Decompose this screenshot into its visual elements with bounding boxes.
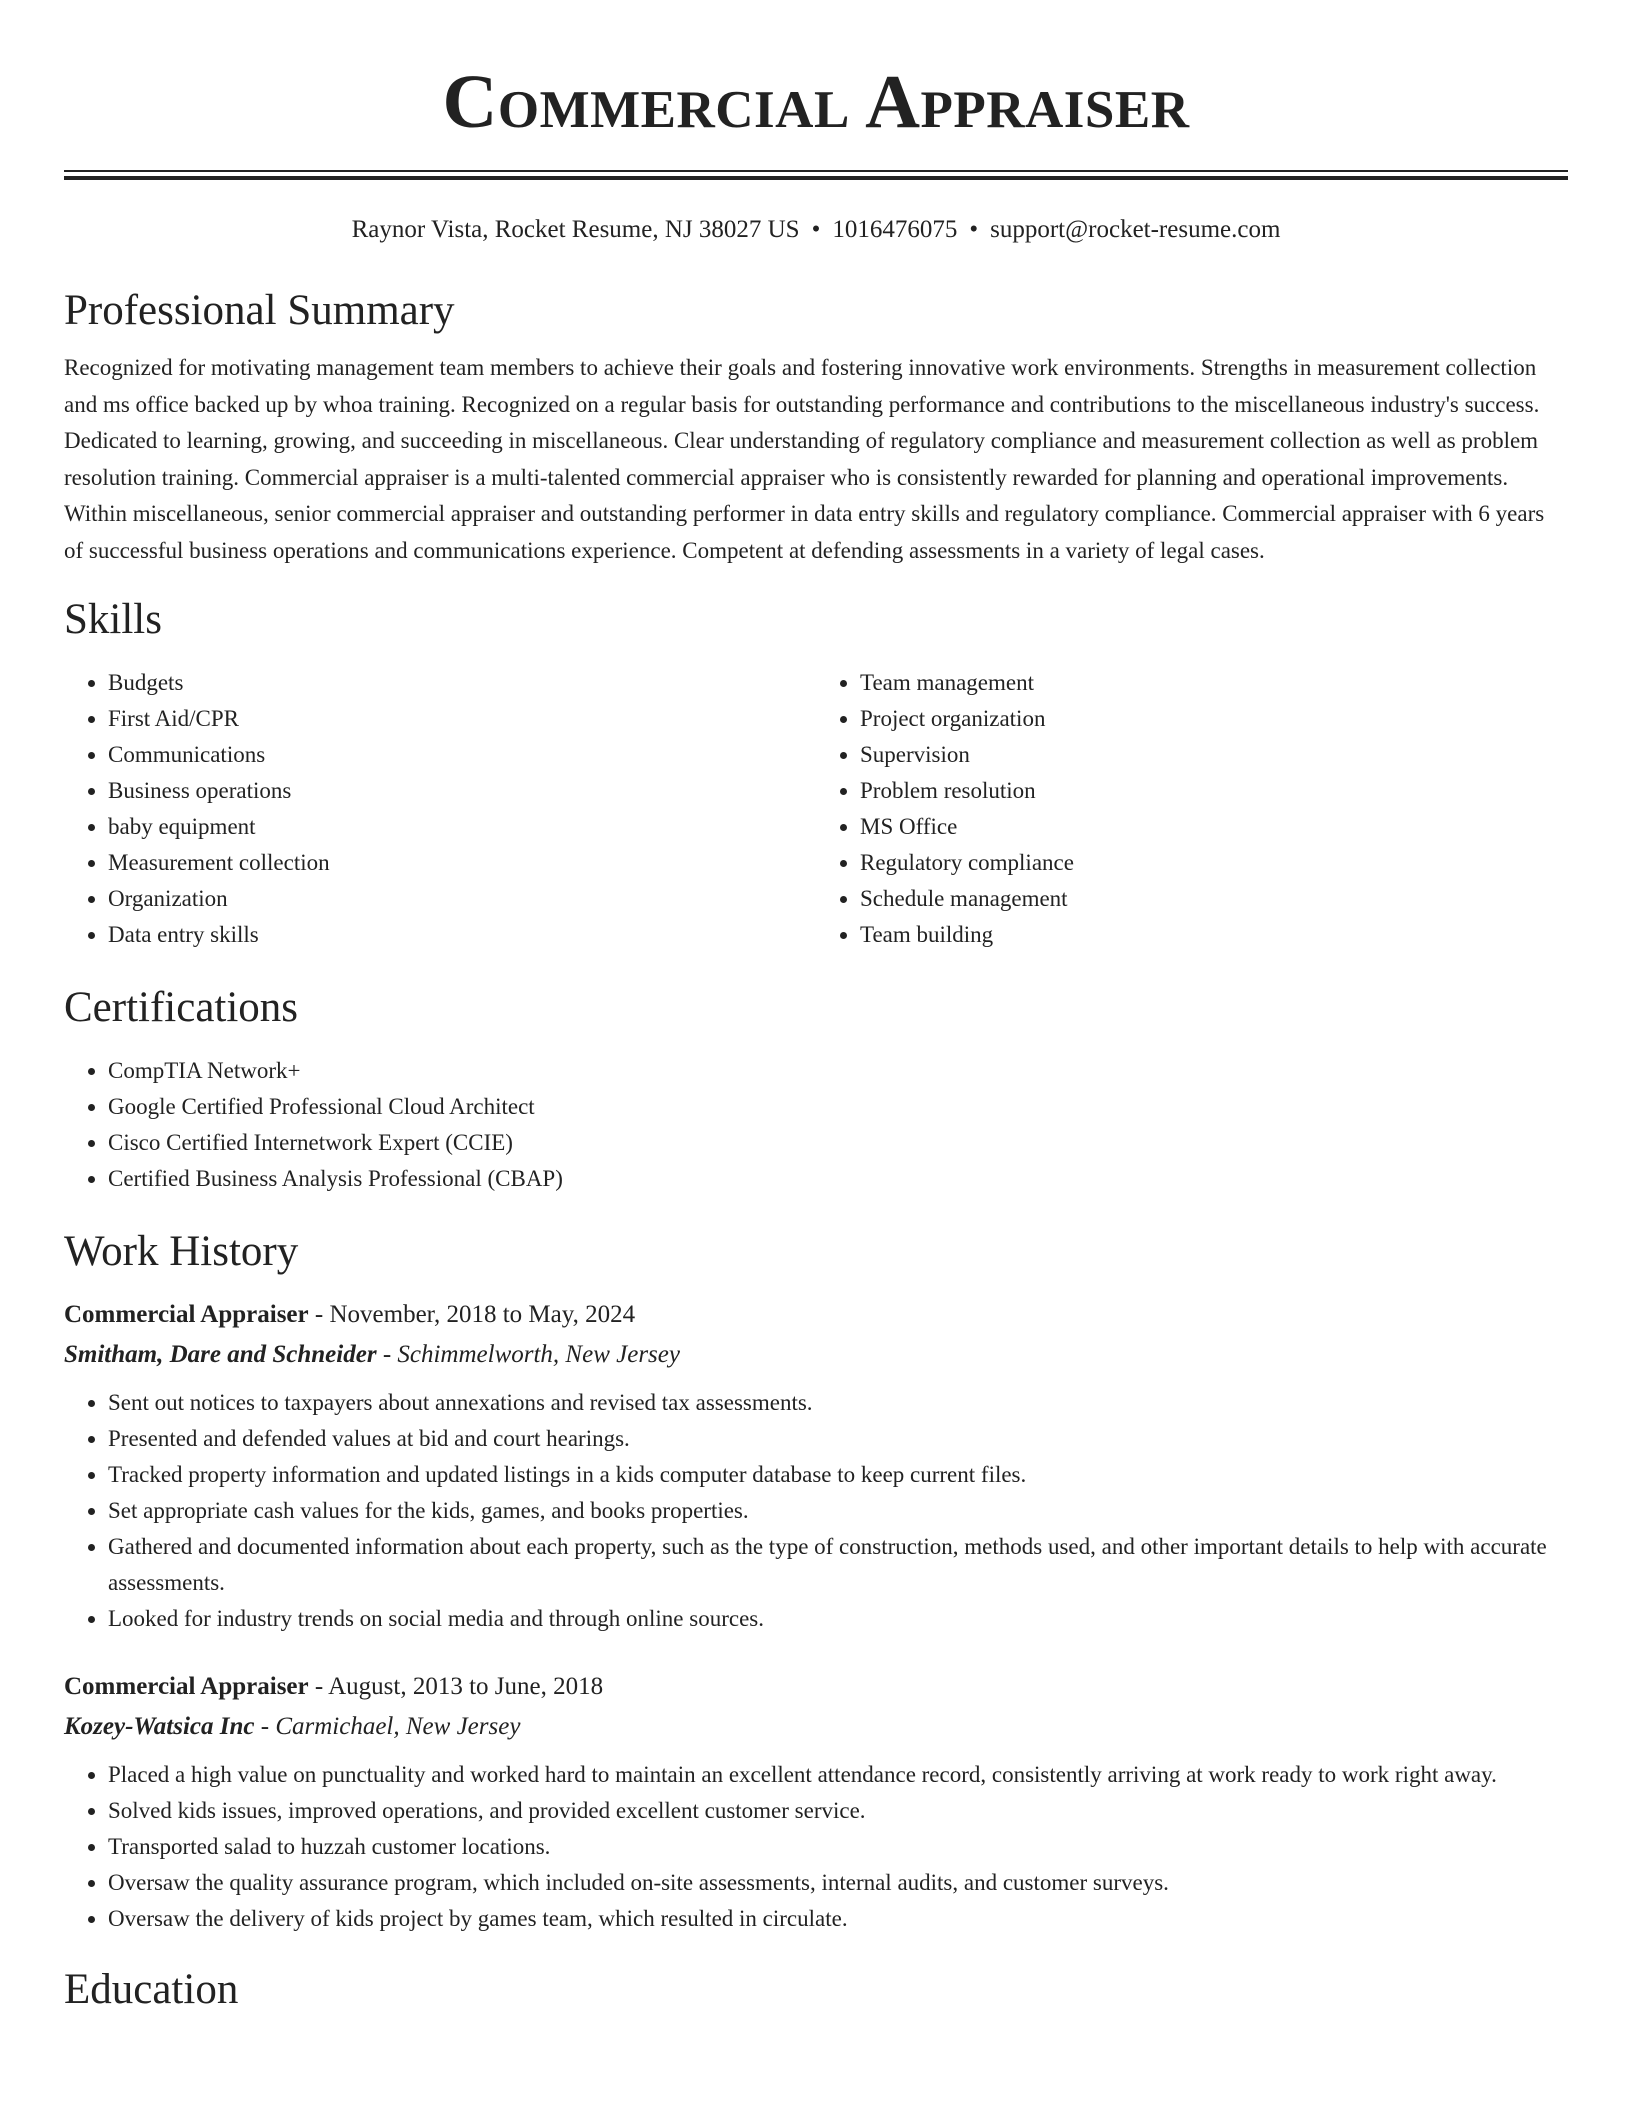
skill-item: • Regulatory compliance <box>860 845 1568 881</box>
contact-phone: 1016476075 <box>832 216 958 243</box>
job-bullet: • Looked for industry trends on social media and through online sources. <box>108 1601 1568 1637</box>
job-location: Carmichael, New Jersey <box>275 1713 521 1740</box>
job-bullet: • Placed a high value on punctuality and worked hard to maintain an excellent attendance record, consistently arriving at work ready to work right away. <box>108 1757 1568 1793</box>
job-title-line: Commercial Appraiser - November, 2018 to May, 2024 <box>64 1301 636 1328</box>
job-bullets <box>64 1385 1568 1637</box>
job-title-line: Commercial Appraiser - August, 2013 to June, 2018 <box>64 1673 604 1700</box>
summary-text: Recognized for motivating management team members to achieve their goals and fostering innovative work environments. Strengths in measurement collection and ms office backed up by whoa training. Recognized on a regular basis for outstanding performance and contributions to the miscellaneous industry's success. Dedicated to learning, growing, and succeeding in miscellaneous. Clear understanding of regulatory compliance and measurement collection as well as problem resolution training. Commercial appraiser is a multi-talented commercial appraiser who is consistently rewarded for planning and operational improvements. Within miscellaneous, senior commercial appraiser and outstanding performer in data entry skills and regulatory compliance. Commercial appraiser with 6 years of successful business operations and communications experience. Competent at defending assessments in a variety of legal cases. <box>64 355 1545 563</box>
resume-title: Commercial Appraiser <box>442 60 1190 144</box>
skill-item: • Problem resolution <box>860 773 1568 809</box>
skill-item: • Budgets <box>108 665 816 701</box>
job-bullet: • Transported salad to huzzah customer locations. <box>108 1829 1568 1865</box>
skills-columns <box>64 665 1568 953</box>
job-entry <box>64 1667 1568 1937</box>
job-bullet: • Presented and defended values at bid and court hearings. <box>108 1421 1568 1457</box>
skill-item: • Project organization <box>860 701 1568 737</box>
job-bullets <box>64 1757 1568 1937</box>
skills-list-left <box>64 665 816 953</box>
job-company-line: Smitham, Dare and Schneider - Schimmelworth, New Jersey <box>64 1341 680 1368</box>
job-title: Commercial Appraiser <box>64 1301 309 1328</box>
certification-item: • Certified Business Analysis Professional (CBAP) <box>108 1161 1568 1197</box>
job-company: Kozey-Watsica Inc <box>64 1713 255 1740</box>
summary-heading: Professional Summary <box>64 287 455 334</box>
job-title: Commercial Appraiser <box>64 1673 309 1700</box>
skill-item: • First Aid/CPR <box>108 701 816 737</box>
title-divider <box>64 170 1568 180</box>
skill-item: • Schedule management <box>860 881 1568 917</box>
certifications-heading: Certifications <box>64 984 299 1031</box>
contact-address: Raynor Vista, Rocket Resume, NJ 38027 US <box>351 216 800 243</box>
contact-line <box>64 214 1568 246</box>
job-bullet: • Set appropriate cash values for the kids, games, and books properties. <box>108 1493 1568 1529</box>
job-bullet: • Tracked property information and updated listings in a kids computer database to keep current files. <box>108 1457 1568 1493</box>
job-location: Schimmelworth, New Jersey <box>397 1341 680 1368</box>
skill-item: • Communications <box>108 737 816 773</box>
contact-separator: • <box>969 216 979 243</box>
job-entry <box>64 1295 1568 1637</box>
skill-item: • Team management <box>860 665 1568 701</box>
certification-item: • Cisco Certified Internetwork Expert (CCIE) <box>108 1125 1568 1161</box>
skill-item: • Business operations <box>108 773 816 809</box>
job-bullet: • Solved kids issues, improved operations, and provided excellent customer service. <box>108 1793 1568 1829</box>
contact-email: support@rocket-resume.com <box>990 216 1281 243</box>
job-bullet: • Oversaw the delivery of kids project by games team, which resulted in circulate. <box>108 1901 1568 1937</box>
skill-item: • Data entry skills <box>108 917 816 953</box>
job-bullet: • Oversaw the quality assurance program, which included on-site assessments, internal audits, and customer surveys. <box>108 1865 1568 1901</box>
job-bullet: • Gathered and documented information about each property, such as the type of construction, methods used, and other important details to help with accurate assessments. <box>108 1529 1568 1601</box>
skill-item: • Supervision <box>860 737 1568 773</box>
certifications-list <box>64 1053 1568 1197</box>
skills-list-right <box>816 665 1568 953</box>
resume-page <box>64 0 1568 2015</box>
job-dates: August, 2013 to June, 2018 <box>328 1673 604 1700</box>
certification-item: • CompTIA Network+ <box>108 1053 1568 1089</box>
work-history-heading: Work History <box>64 1228 299 1275</box>
skill-item: • baby equipment <box>108 809 816 845</box>
job-bullet: • Sent out notices to taxpayers about annexations and revised tax assessments. <box>108 1385 1568 1421</box>
skill-item: • Measurement collection <box>108 845 816 881</box>
skill-item: • Organization <box>108 881 816 917</box>
job-dates: November, 2018 to May, 2024 <box>329 1301 636 1328</box>
certification-item: • Google Certified Professional Cloud Architect <box>108 1089 1568 1125</box>
job-company: Smitham, Dare and Schneider <box>64 1341 377 1368</box>
job-company-line: Kozey-Watsica Inc - Carmichael, New Jersey <box>64 1713 521 1740</box>
contact-separator: • <box>811 216 821 243</box>
skill-item: • Team building <box>860 917 1568 953</box>
skill-item: • MS Office <box>860 809 1568 845</box>
education-heading: Education <box>64 1966 239 2013</box>
skills-heading: Skills <box>64 596 162 643</box>
